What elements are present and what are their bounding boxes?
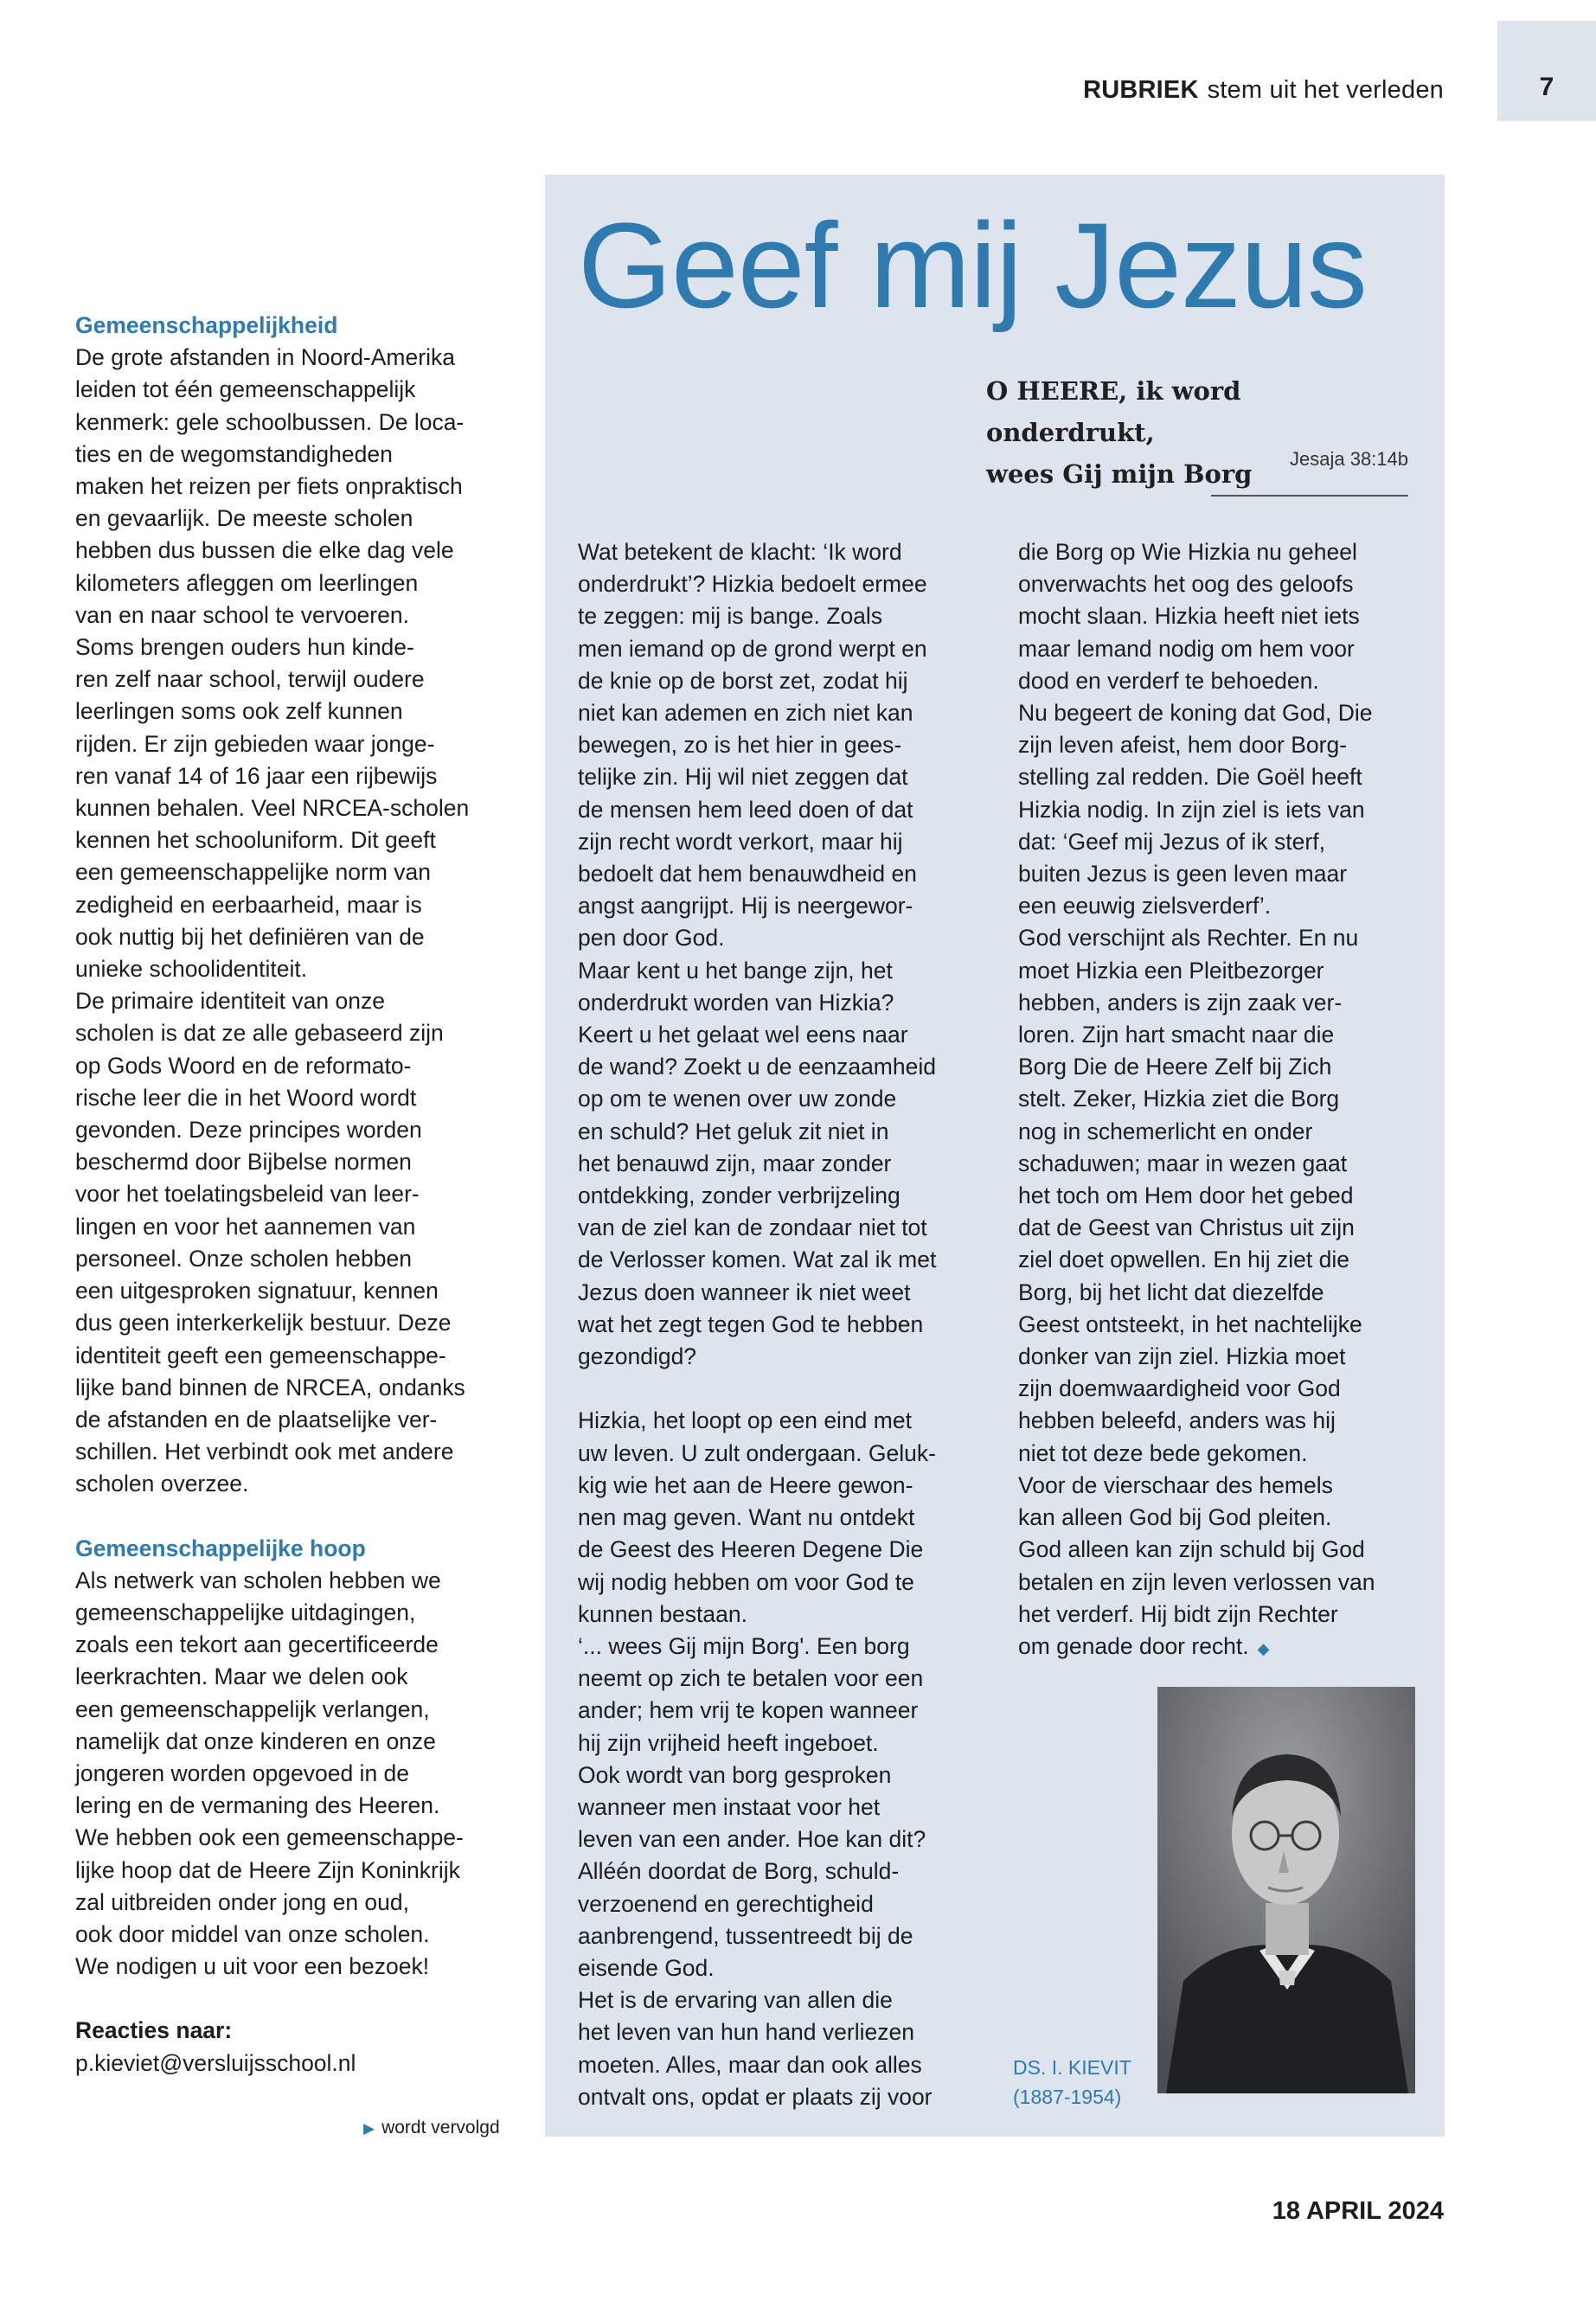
text-line: betalen en zijn leven verlossen van <box>1018 1568 1375 1595</box>
text-line: en schuld? Het geluk zit niet in <box>578 1118 889 1144</box>
text-line: dat: ‘Geef mij Jezus of ik sterf, <box>1018 828 1325 855</box>
text-line: bedoelt dat hem benauwdheid en <box>578 861 917 888</box>
text-line <box>578 1373 1010 1405</box>
text-line: bewegen, zo is het hier in gees- <box>578 732 902 759</box>
text-line: moet Hizkia een Pleitbezorger <box>1018 957 1324 984</box>
text-line: Als netwerk van scholen hebben we <box>75 1567 441 1593</box>
text-line: pen door God. <box>578 925 725 952</box>
subheading-gemeenschappelijkheid: Gemeenschappelijkheid <box>75 312 338 338</box>
text-line: kig wie het aan de Heere gewon- <box>578 1471 913 1498</box>
text-line: lingen en voor het aannemen van <box>75 1213 416 1240</box>
text-line: ook door middel van onze scholen. <box>75 1920 430 1947</box>
text-line: voor het toelatingsbeleid van leer- <box>75 1181 420 1208</box>
text-line: Maar kent u het bange zijn, het <box>578 957 893 984</box>
text-line: Het is de ervaring van allen die <box>578 1987 893 2014</box>
article-column-1 <box>578 536 1010 2113</box>
text-line: ook nuttig bij het definiëren van de <box>75 923 425 950</box>
text-line: niet tot deze bede gekomen. <box>1018 1439 1308 1466</box>
text-line: angst aangrijpt. Hij is neergewor- <box>578 893 913 920</box>
text-line: schaduwen; maar in wezen gaat <box>1018 1150 1348 1176</box>
text-line: zedigheid en eerbaarheid, maar is <box>75 891 422 918</box>
text-line: leerlingen soms ook zelf kunnen <box>75 698 403 725</box>
portrait-photo <box>1157 1687 1415 2093</box>
text-line: scholen overzee. <box>75 1471 249 1497</box>
text-line: het leven van hun hand verliezen <box>578 2019 914 2046</box>
text-line: wanneer men instaat voor het <box>578 1793 881 1820</box>
text-line: de Verlosser komen. Wat zal ik met <box>578 1247 937 1273</box>
quote-line-2: wees Gij mijn Borg <box>986 459 1253 489</box>
text-line: mocht slaan. Hizkia heeft niet iets <box>1018 603 1360 630</box>
text-line: schillen. Het verbindt ook met andere <box>75 1439 454 1465</box>
text-line: lijke band binnen de NRCEA, ondanks <box>75 1374 465 1400</box>
text-line: namelijk dat onze kinderen en onze <box>75 1727 436 1754</box>
text-line: telijke zin. Hij wil niet zeggen dat <box>578 764 908 791</box>
rubric-label: RUBRIEK <box>1083 76 1199 104</box>
quote-line-1: O HEERE, ik word onderdrukt, <box>986 376 1241 447</box>
text-line: de Geest des Heeren Degene Die <box>578 1536 924 1563</box>
text-line: unieke schoolidentiteit. <box>75 956 308 983</box>
text-line: en gevaarlijk. De meeste scholen <box>75 505 413 532</box>
left-column <box>75 310 525 2080</box>
text-line: lijke hoop dat de Heere Zijn Koninkrijk <box>75 1856 460 1883</box>
text-line: Borg Die de Heere Zelf bij Zich <box>1018 1054 1332 1080</box>
text-line: dat de Geest van Christus uit zijn <box>1018 1215 1355 1241</box>
text-line: nen mag geven. Want nu ontdekt <box>578 1504 915 1531</box>
text-line: ander; hem vrij te kopen wanneer <box>578 1697 919 1724</box>
text-line: een gemeenschappelijk verlangen, <box>75 1695 430 1722</box>
text-line: de knie op de borst zet, zodat hij <box>578 667 908 694</box>
text-line: Hizkia, het loopt op een eind met <box>578 1407 912 1434</box>
text-line: dus geen interkerkelijk bestuur. Deze <box>75 1310 452 1336</box>
text-line: onderdrukt worden van Hizkia? <box>578 989 894 1016</box>
text-line: zal uitbreiden onder jong en oud, <box>75 1888 410 1915</box>
text-line: de mensen hem leed doen of dat <box>578 796 913 823</box>
text-line: hij zijn vrijheid heeft ingeboet. <box>578 1729 879 1756</box>
caption-name: DS. I. KIEVIT <box>1013 2056 1131 2079</box>
text-line: hebben beleefd, anders was hij <box>1018 1407 1336 1434</box>
text-line: De grote afstanden in Noord-Amerika <box>75 344 455 371</box>
text-line: zoals een tekort aan gecertificeerde <box>75 1631 439 1658</box>
text-line: de afstanden en de plaatselijke ver- <box>75 1406 438 1433</box>
text-line: niet kan ademen en zich niet kan <box>578 700 913 727</box>
text-line: die Borg op Wie Hizkia nu geheel <box>1018 539 1357 565</box>
text-line: lering en de vermaning des Heeren. <box>75 1792 440 1819</box>
play-triangle-icon: ▶ <box>363 2120 375 2137</box>
text-line: wij nodig hebben om voor God te <box>578 1568 914 1595</box>
text-line: kunnen behalen. Veel NRCEA-scholen <box>75 795 470 822</box>
text-line: onderdrukt’? Hizkia bedoelt ermee <box>578 571 927 598</box>
text-line: leiden tot één gemeenschappelijk <box>75 376 416 403</box>
rubric-name: stem uit het verleden <box>1207 76 1444 104</box>
text-line: ren vanaf 14 of 16 jaar een rijbewijs <box>75 762 438 789</box>
text-line: maar lemand nodig om hem voor <box>1018 635 1355 662</box>
text-line: We nodigen u uit voor een bezoek! <box>75 1953 430 1980</box>
text-line: We hebben ook een gemeenschappe- <box>75 1824 464 1851</box>
section-body-2 <box>75 1565 525 1984</box>
text-line: zijn recht wordt verkort, maar hij <box>578 828 903 855</box>
text-line: hebben, anders is zijn zaak ver- <box>1018 989 1343 1016</box>
text-line: onverwachts het oog des geloofs <box>1018 571 1354 598</box>
text-line: ziel doet opwellen. En hij ziet die <box>1018 1247 1350 1273</box>
text-line: stelling zal redden. Die Goël heeft <box>1018 764 1362 791</box>
scripture-quote <box>986 370 1410 495</box>
text-line: buiten Jezus is geen leven maar <box>1018 861 1348 888</box>
text-line: Hizkia nodig. In zijn ziel is iets van <box>1018 796 1365 823</box>
text-line: kilometers afleggen om leerlingen <box>75 569 419 596</box>
text-line: gezondigd? <box>578 1343 697 1370</box>
contact-email[interactable]: p.kieviet@versluijsschool.nl <box>75 2049 356 2076</box>
text-line: zijn doemwaardigheid voor God <box>1018 1375 1341 1402</box>
continued-note <box>363 2118 500 2138</box>
text-line: kennen het schooluniform. Dit geeft <box>75 827 436 854</box>
text-line: Nu begeert de koning dat God, Die <box>1018 700 1373 727</box>
text-line: Voor de vierschaar des hemels <box>1018 1471 1333 1498</box>
text-line: Jezus doen wanneer ik niet weet <box>578 1279 911 1305</box>
text-line: hebben dus bussen die elke dag vele <box>75 537 454 564</box>
text-line: kan alleen God bij God pleiten. <box>1018 1504 1332 1531</box>
text-line: eisende God. <box>578 1954 715 1981</box>
end-mark-icon: ◆ <box>1257 1639 1270 1657</box>
text-line: het benauwd zijn, maar zonder <box>578 1150 892 1176</box>
article-column-2 <box>1018 536 1451 1665</box>
text-line: God alleen kan zijn schuld bij God <box>1018 1536 1365 1563</box>
text-line: neemt op zich te betalen voor een <box>578 1665 924 1692</box>
text-line: op om te wenen over uw zonde <box>578 1086 897 1112</box>
divider <box>1211 495 1408 497</box>
text-line: personeel. Onze scholen hebben <box>75 1245 412 1272</box>
text-line: donker van zijn ziel. Hizkia moet <box>1018 1343 1346 1370</box>
photo-caption <box>1013 2053 1131 2112</box>
text-line: het toch om Hem door het gebed <box>1018 1183 1354 1209</box>
text-line: zijn leven afeist, hem door Borg- <box>1018 732 1348 759</box>
text-line: kunnen bestaan. <box>578 1600 747 1627</box>
text-line: gevonden. Deze principes worden <box>75 1117 422 1144</box>
text-line: scholen is dat ze alle gebaseerd zijn <box>75 1020 444 1047</box>
text-line: ren zelf naar school, terwijl oudere <box>75 666 425 693</box>
text-line: een eeuwig zielsverderf’. <box>1018 893 1272 920</box>
text-line: rische leer die in het Woord wordt <box>75 1084 417 1111</box>
continued-text: wordt vervolgd <box>381 2118 500 2138</box>
issue-date: 18 APRIL 2024 <box>1272 2197 1444 2225</box>
text-line: kenmerk: gele schoolbussen. De loca- <box>75 408 465 435</box>
text-line: Keert u het gelaat wel eens naar <box>578 1022 908 1048</box>
text-line: uw leven. U zult ondergaan. Geluk- <box>578 1439 936 1466</box>
text-line: beschermd door Bijbelse normen <box>75 1149 412 1176</box>
text-line: Borg, bij het licht dat diezelfde <box>1018 1279 1324 1305</box>
text-line: een uitgesproken signatuur, kennen <box>75 1278 439 1304</box>
text-line: van de ziel kan de zondaar niet tot <box>578 1215 927 1241</box>
text-line: ontvalt ons, opdat er plaats zij voor <box>578 2083 933 2110</box>
section-body-1 <box>75 342 525 1500</box>
quote-reference: Jesaja 38:14b <box>1290 448 1408 470</box>
text-line: Ook wordt van borg gesproken <box>578 1761 892 1788</box>
text-line: aanbrengend, tussentreedt bij de <box>578 1922 913 1949</box>
text-line: te zeggen: mij is bange. Zoals <box>578 603 883 630</box>
page-number-tab <box>1497 21 1596 121</box>
text-line: van en naar school te vervoeren. <box>75 601 409 628</box>
text-line: maken het reizen per fiets onpraktisch <box>75 473 463 500</box>
text-line: een gemeenschappelijke norm van <box>75 859 432 886</box>
text-line: stelt. Zeker, Hizkia ziet die Borg <box>1018 1086 1340 1112</box>
text-line: jongeren worden opgevoed in de <box>75 1759 410 1786</box>
page-number: 7 <box>1539 73 1554 101</box>
text-line: de wand? Zoekt u de eenzaamheid <box>578 1054 936 1080</box>
article-title: Geef mij Jezus <box>578 197 1367 333</box>
text-line: Geest ontsteekt, in het nachtelijke <box>1018 1311 1362 1337</box>
text-line: Wat betekent de klacht: ‘Ik word <box>578 539 902 565</box>
text-line: loren. Zijn hart smacht naar die <box>1018 1022 1335 1048</box>
text-line: men iemand op de grond werpt en <box>578 635 927 662</box>
text-line: ‘... wees Gij mijn Borg'. Een borg <box>578 1632 910 1659</box>
text-line: Alléén doordat de Borg, schuld- <box>578 1858 900 1885</box>
text-line: ties en de wegomstandigheden <box>75 440 393 467</box>
text-line: De primaire identiteit van onze <box>75 988 385 1015</box>
text-line: wat het zegt tegen God te hebben <box>578 1311 924 1337</box>
text-line: op Gods Woord en de reformato- <box>75 1052 412 1079</box>
rubric-header <box>1083 76 1444 105</box>
contact-label: Reacties naar: <box>75 2017 233 2044</box>
text-line: verzoenend en gerechtigheid <box>578 1890 874 1917</box>
caption-years: (1887-1954) <box>1013 2086 1122 2108</box>
text-line: Soms brengen ouders hun kinde- <box>75 634 414 661</box>
text-line: gemeenschappelijke uitdagingen, <box>75 1599 416 1625</box>
text-line: het verderf. Hij bidt zijn Rechter <box>1018 1600 1338 1627</box>
text-line: leven van een ander. Hoe kan dit? <box>578 1826 926 1853</box>
text-line: leerkrachten. Maar we delen ook <box>75 1663 408 1690</box>
text-line: ontdekking, zonder verbrijzeling <box>578 1183 901 1209</box>
text-line: om genade door recht. ◆ <box>1018 1632 1270 1659</box>
subheading-hoop: Gemeenschappelijke hoop <box>75 1535 366 1561</box>
text-line: identiteit geeft een gemeenschappe- <box>75 1342 446 1368</box>
text-line: rijden. Er zijn gebieden waar jonge- <box>75 730 435 757</box>
text-line: dood en verderf te behoeden. <box>1018 667 1319 694</box>
text-line: God verschijnt als Rechter. En nu <box>1018 925 1359 952</box>
text-line: moeten. Alles, maar dan ook alles <box>578 2051 922 2078</box>
text-line: nog in schemerlicht en onder <box>1018 1118 1313 1144</box>
